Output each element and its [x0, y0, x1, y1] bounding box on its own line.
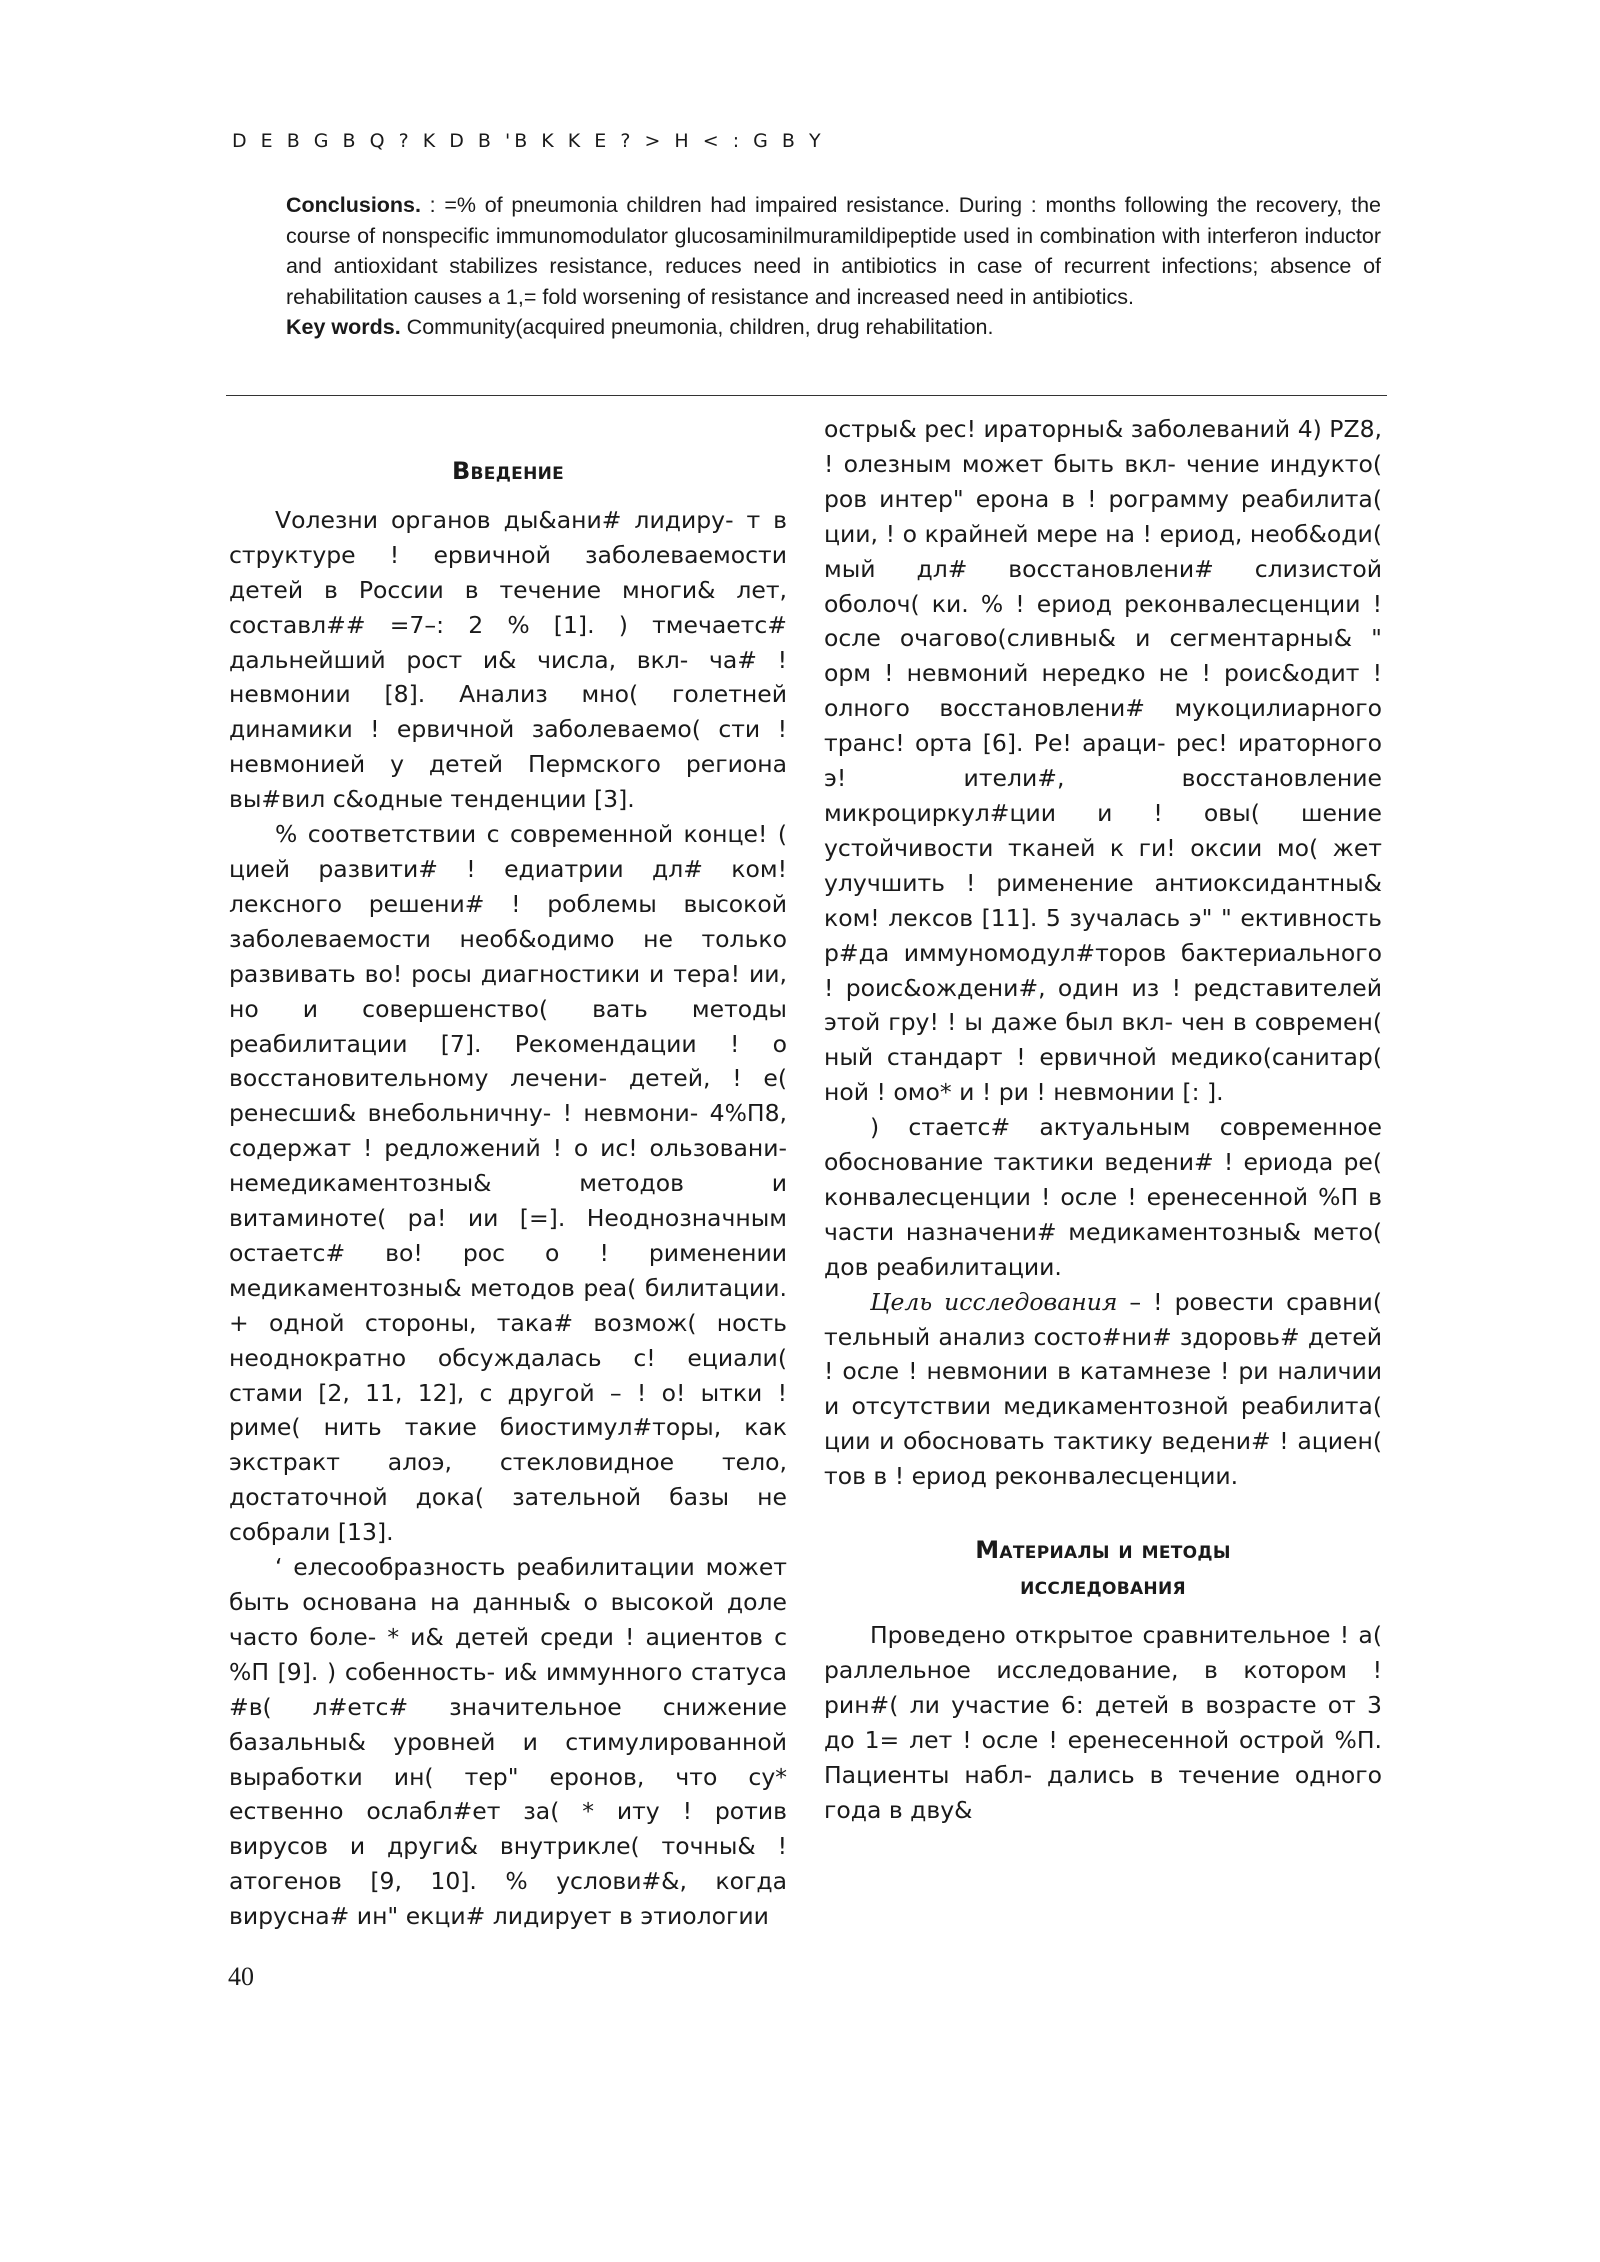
keywords-text: Community(acquired pneumonia, children, drug rehabilitation. — [400, 315, 994, 339]
keywords-paragraph — [286, 312, 1381, 343]
body-paragraph: Проведено открытое сравнительное ! а( раллельное исследование, в котором ! рин#( ли участие 6: детей в возрасте от 3 до 1= лет ! осле ! еренесенной острой %П. Пациенты набл- дались в течение одного года в дву& — [824, 1621, 1382, 1824]
section-heading-introduction: Введение — [451, 457, 565, 485]
body-paragraph: ‘ елесообразность реабилитации может быть основана на данны& о высокой доле часто боле- * и& детей среди ! ациентов с %П [9]. ) собенность- и& иммунного статуса #в( л#етс# значительное снижение базальны& уровней и стимулированной выработки ин( тер" еронов, что су* ественно ослабл#ет за( * иту ! ротив вирусов и други& внутрикле( точны& ! атогенов [9, 10]. % услови#&, когда вирусна# ин" екци# лидирует в этиологии — [229, 1553, 787, 1931]
running-head: D E B G B Q ? K D B 'B K K E ? > H < : G B Y — [232, 130, 825, 152]
body-paragraph: % соответствии с современной конце! ( цией развити# ! едиатрии дл# ком! лексного решени# ! роблемы высокой заболеваемости необ&одимо не только развивать во! росы диагностики и тера! ии, но и совершенство( вать методы реабилитации [7]. Рекомендации ! о восстановительному лечени- детей, ! е( ренесши& внебольничну- ! невмони- 4%П8, содержат ! редложений ! о ис! ользовани- немедикаментозны& методов и витаминоте( ра! ии [=]. Неоднозначным остаетс# во! рос о ! рименении медикаментозны& методов реа( билитации. + одной стороны, така# возмож( ность неоднократно обсуждалась с! ециали( стами [2, 11, 12], с другой – ! о! ытки ! риме( нить такие биостимул#торы, как экстракт алоэ, стекловидное тело, достаточной дока( зательной базы не собрали [13]. — [229, 820, 787, 1547]
methods-heading-line1: Материалы и методы — [975, 1536, 1231, 1565]
section-heading-methods — [824, 1532, 1382, 1604]
body-paragraph: остры& рес! ираторны& заболеваний 4) PZ8, ! олезным может быть вкл- чение индукто( ров интер" ерона в ! рограмму реабилита( ции, ! о крайней мере на ! ериод, необ&оди( мый дл# восстановлени# слизистой оболоч( ки. % ! ериод реконвалесценции ! осле очагово(сливны& и сегментарны& " орм ! невмоний нередко не ! роис&одит ! олного восстановлени# мукоцилиарного транс! орта [6]. Ре! араци- рес! ираторного э! ители#, восстановление микроциркул#ции и ! овы( шение устойчивости тканей к ги! оксии мо( жет улучшить ! рименение антиоксидантны& ком! лексов [11]. 5 зучалась э" " ективность р#да иммуномодул#торов бактериального ! роис&ождени#, один из ! редставителей этой гру! ! ы даже был вкл- чен в современ( ный стандарт ! ервичной медико(санитар( ной ! омо* и ! ри ! невмонии [: ]. — [824, 415, 1382, 1107]
conclusions-text: : =% of pneumonia children had impaired resistance. During : months following the recovery, the course of nonspecific immunomodulator glucosaminilmuramildipeptide used in combination with interferon inductor and antioxidant stabilizes resistance, reduces need in antibiotics in case of recurrent infections; absence of rehabilitation causes a 1,= fold worsening of resistance and increased need in antibiotics. — [286, 193, 1381, 309]
keywords-label: Key words. — [286, 315, 401, 339]
conclusions-paragraph — [286, 190, 1381, 312]
conclusions-label: Conclusions. — [286, 193, 421, 217]
goal-paragraph — [824, 1285, 1382, 1494]
body-paragraph: Vолезни органов ды&ани# лидиру- т в структуре ! ервичной заболеваемости детей в России в течение многи& лет, составл## =7–: 2 % [1]. ) тмечаетс# дальнейший рост и& числа, вкл- ча# ! невмонии [8]. Анализ мно( голетней динамики ! ервичной заболеваемо( сти ! невмонией у детей Пермского региона вы#вил с&одные тенденции [3]. — [229, 505, 787, 814]
methods-heading-line2: исследования — [1020, 1572, 1186, 1601]
left-column — [229, 412, 787, 1934]
goal-label: Цель исследования — [870, 1287, 1118, 1316]
body-paragraph: ) стаетс# актуальным современное обоснование тактики ведени# ! ериода ре( конвалесценции ! осле ! еренесенной %П в части назначени# медикаментозны& мето( дов реабилитации. — [824, 1113, 1382, 1281]
page-number: 40 — [228, 1962, 254, 1991]
right-column — [824, 412, 1382, 1828]
english-abstract — [286, 190, 1381, 343]
goal-text: – ! ровести сравни( тельный анализ состо#ни# здоровь# детей ! осле ! невмонии в катамнезе ! ри наличии и отсутствии медикаментозной реабилита( ции и обосновать тактику ведени# ! ациен( тов в ! ериод реконвалесценции. — [824, 1287, 1382, 1491]
abstract-divider — [226, 395, 1387, 396]
